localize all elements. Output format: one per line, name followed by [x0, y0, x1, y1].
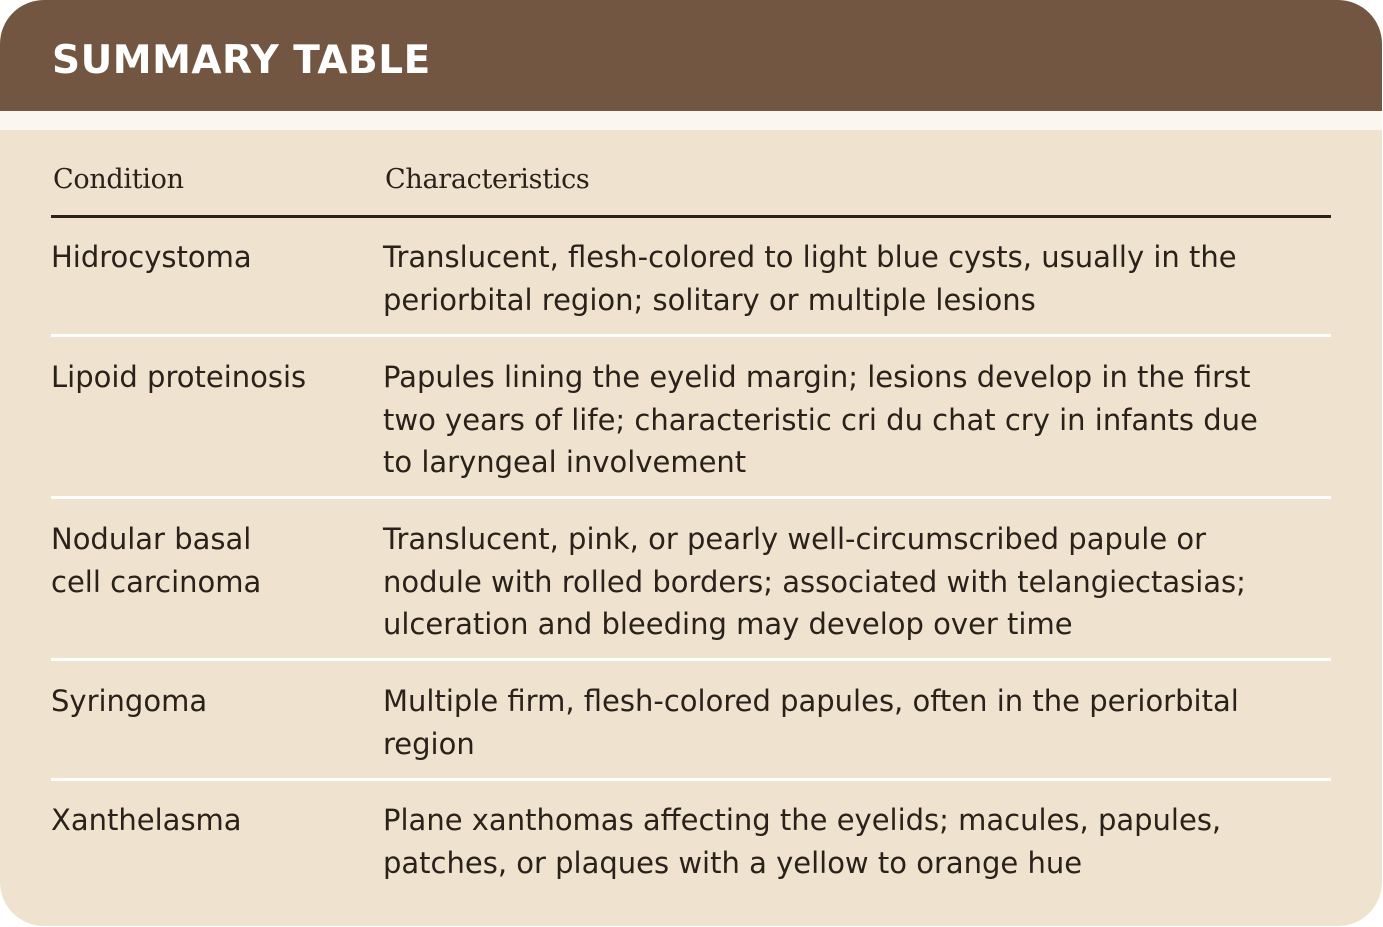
row-divider [51, 496, 1331, 499]
row-2-condition: Lipoid proteinosis [51, 360, 307, 394]
row-5-condition: Xanthelasma [51, 803, 242, 837]
table-title: SUMMARY TABLE [52, 38, 431, 83]
row-1-characteristics: Translucent, flesh-colored to light blue cysts, usually in the periorbital region; solitary or multiple lesions [383, 240, 1237, 317]
row-2-characteristics: Papules lining the eyelid margin; lesions develop in the first two years of life; characteristic cri du chat cry in infants due to laryngeal involvement [383, 360, 1258, 479]
row-divider [51, 778, 1331, 781]
table-header-bar [0, 0, 1382, 111]
row-4-characteristics: Multiple firm, flesh-colored papules, often in the periorbital region [383, 684, 1239, 761]
row-divider [51, 334, 1331, 337]
row-4-condition: Syringoma [51, 684, 208, 718]
row-5-characteristics: Plane xanthomas affecting the eyelids; macules, papules, patches, or plaques with a yellow to orange hue [383, 803, 1222, 880]
header-separator [0, 111, 1382, 130]
row-1-condition: Hidrocystoma [51, 240, 252, 274]
header-rule [51, 215, 1331, 218]
row-divider [51, 658, 1331, 661]
column-header-condition: Condition [53, 164, 184, 195]
row-3-condition: Nodular basal cell carcinoma [51, 522, 262, 599]
row-3-characteristics: Translucent, pink, or pearly well-circumscribed papule or nodule with rolled borders; associated with telangiectasias; ulceration and bleeding may develop over time [383, 522, 1246, 641]
column-header-characteristics: Characteristics [385, 164, 590, 195]
